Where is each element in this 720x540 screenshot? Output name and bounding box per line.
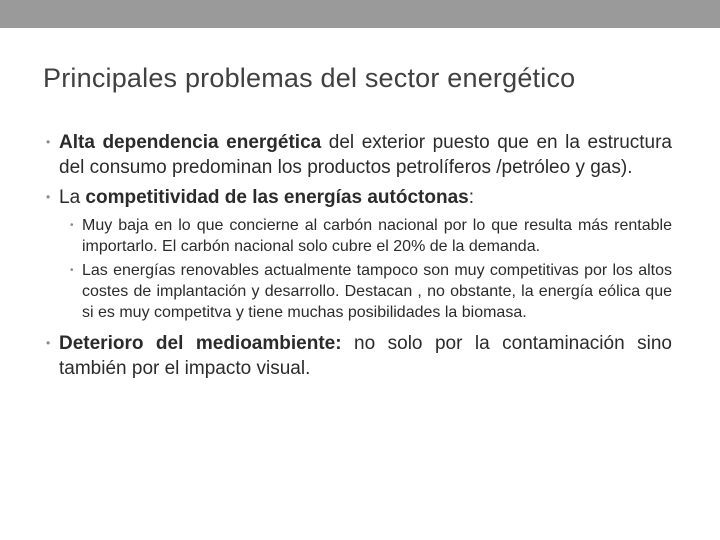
- bullet-icon: •: [46, 135, 51, 149]
- top-band: [0, 0, 720, 28]
- bullet-icon: •: [46, 190, 51, 204]
- bullet-item-medioambiente: [48, 331, 672, 381]
- sub-bullet-list: [70, 215, 672, 323]
- slide-title: Principales problemas del sector energético: [43, 63, 576, 93]
- sub-item-text: Muy baja en lo que concierne al carbón nacional por lo que resulta más rentable importarlo. El carbón nacional solo cubre el 20% de la demanda.: [82, 217, 672, 255]
- item-pre-text: La: [59, 187, 86, 208]
- item-bold-text: competitividad de las energías autóctonas: [85, 187, 469, 208]
- sub-bullet-icon: •: [70, 220, 74, 231]
- sub-bullet-item-renovables: [70, 260, 672, 323]
- item-bold-text: Alta dependencia energética: [59, 132, 322, 153]
- sub-item-text: Las energías renovables actualmente tampoco son muy competitivas por los altos costes de implantación y desarrollo. Destacan , no obstante, la energía eólica que si es muy competitva y tiene muchas posibilidades la biomasa.: [82, 262, 672, 321]
- sub-bullet-icon: •: [70, 265, 74, 276]
- bullet-item-competitividad: [48, 185, 672, 210]
- slide-content: [48, 130, 672, 386]
- bullet-icon: •: [46, 336, 51, 350]
- item-text: del exterior puesto que en la estructura del consumo predominan los productos petrolíferos /petróleo y gas).: [59, 132, 672, 178]
- bullet-item-dependencia: [48, 130, 672, 180]
- item-text: :: [468, 187, 474, 208]
- item-text: no solo por la contaminación sino también por el impacto visual.: [59, 333, 672, 379]
- item-bold-text: Deterioro del medioambiente:: [59, 333, 342, 354]
- sub-bullet-item-carbon: [70, 215, 672, 257]
